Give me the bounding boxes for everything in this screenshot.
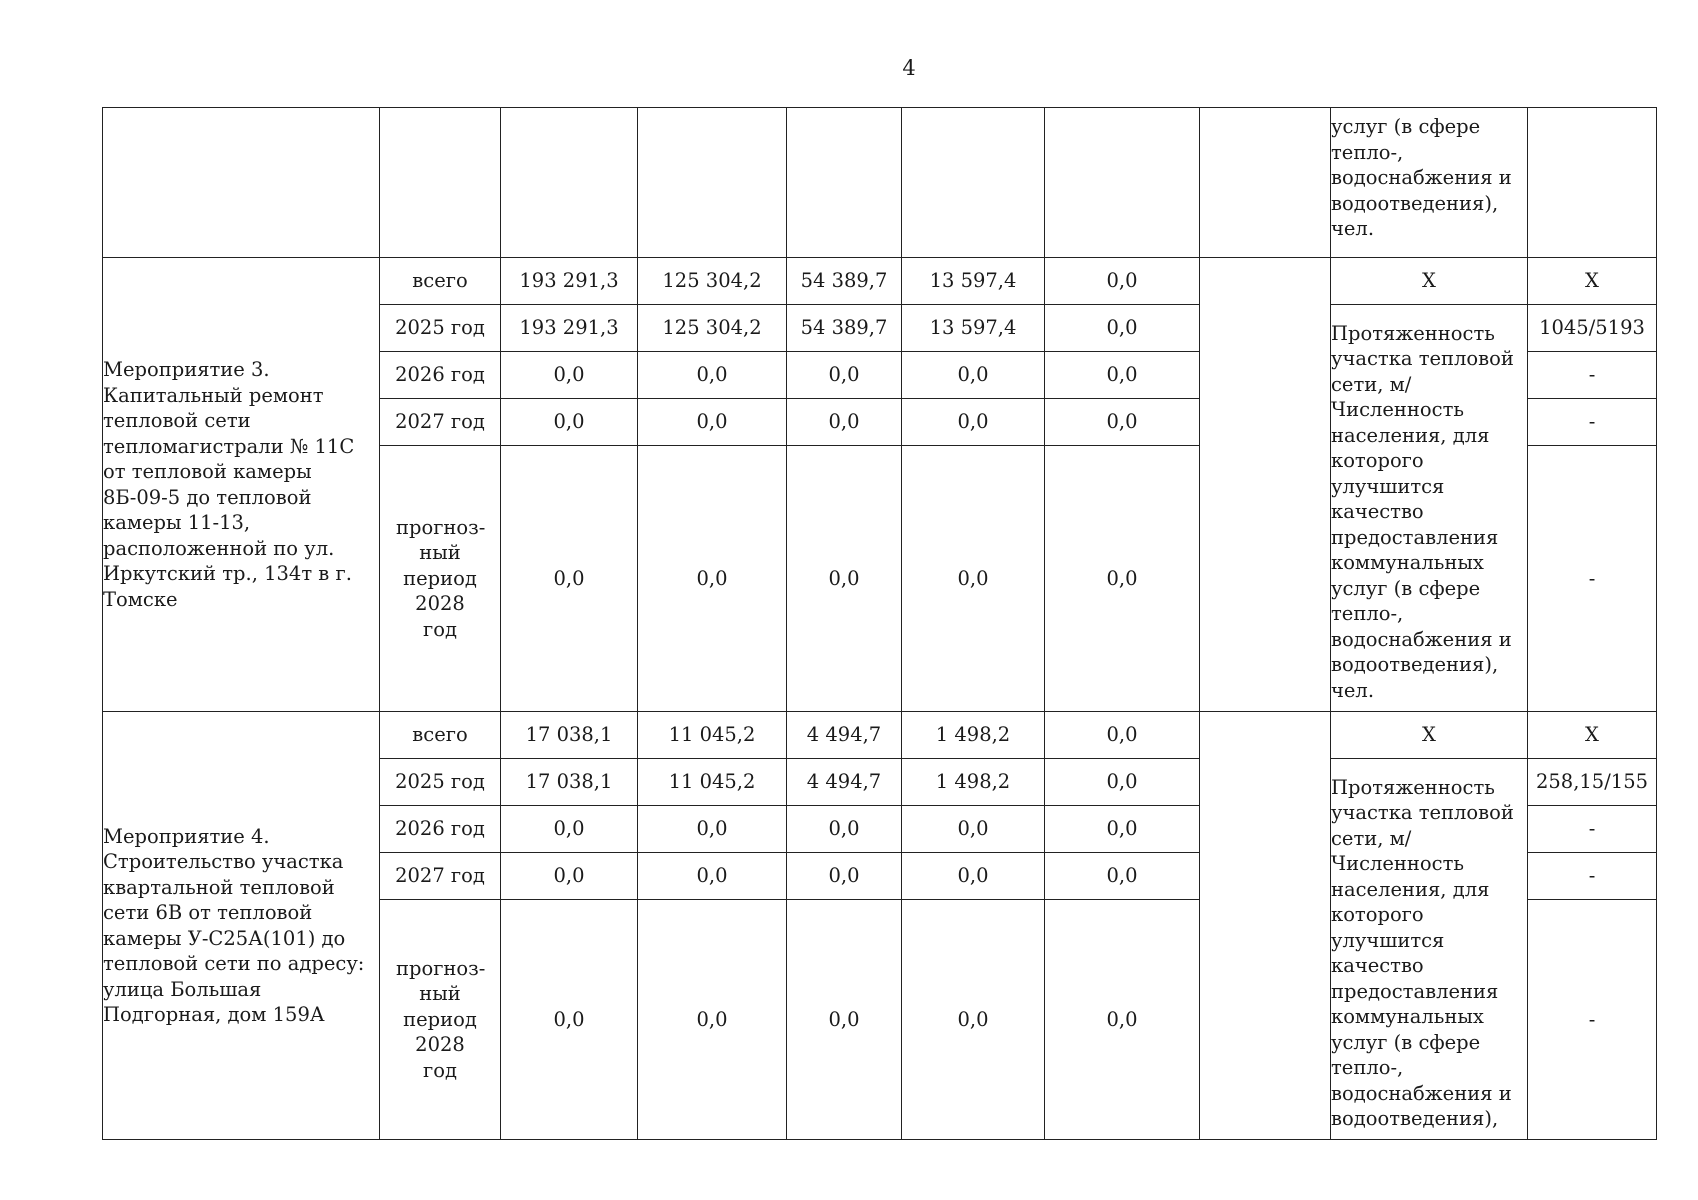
period-cell: всего	[380, 258, 501, 305]
indicator-value-cell: -	[1528, 399, 1657, 446]
indicator-header-cell: Х	[1331, 712, 1528, 759]
indicator-value-cell: Х	[1528, 258, 1657, 305]
total-cell: 0,0	[501, 352, 638, 399]
total-cell: 193 291,3	[501, 305, 638, 352]
indicator-value-cell: 1045/5193	[1528, 305, 1657, 352]
other-sources-cell: 0,0	[1045, 712, 1200, 759]
measure-title: Мероприятие 3. Капитальный ремонт тепловой сети тепломагистрали № 11С от тепловой камеры 8Б-09-5 до тепловой камеры 11-13, расположенной по ул. Иркутский тр., 134т в г. Томске	[103, 258, 380, 712]
indicator-value-cell: -	[1528, 853, 1657, 900]
regional-budget-cell: 0,0	[787, 806, 902, 853]
other-sources-cell: 0,0	[1045, 759, 1200, 806]
indicator-name: Протяженность участка тепловой сети, м/ Численность населения, для которого улучшится качество предоставления коммунальных услуг (в сфере тепло-, водоснабжения и водоотведения),	[1331, 759, 1528, 1140]
period-cell: прогноз-ный период 2028 год	[380, 446, 501, 712]
program-measures-table	[102, 107, 1657, 1140]
total-cell: 193 291,3	[501, 258, 638, 305]
total-cell: 17 038,1	[501, 759, 638, 806]
period-cell: всего	[380, 712, 501, 759]
local-budget-cell: 0,0	[902, 853, 1045, 900]
page-number: 4	[902, 56, 916, 80]
other-sources-cell: 0,0	[1045, 258, 1200, 305]
total-cell: 0,0	[501, 853, 638, 900]
table-row	[103, 712, 1657, 759]
local-budget-cell: 13 597,4	[902, 258, 1045, 305]
federal-budget-cell: 125 304,2	[638, 258, 787, 305]
period-cell: прогноз-ный период 2028 год	[380, 900, 501, 1140]
period-cell: 2025 год	[380, 759, 501, 806]
local-budget-cell: 0,0	[902, 446, 1045, 712]
total-cell: 17 038,1	[501, 712, 638, 759]
local-budget-cell: 0,0	[902, 399, 1045, 446]
regional-budget-cell: 4 494,7	[787, 712, 902, 759]
indicator-name: Протяженность участка тепловой сети, м/ Численность населения, для которого улучшится качество предоставления коммунальных услуг (в сфере тепло-, водоснабжения и водоотведения), чел.	[1331, 305, 1528, 712]
local-budget-cell: 13 597,4	[902, 305, 1045, 352]
other-sources-cell: 0,0	[1045, 806, 1200, 853]
period-cell: 2027 год	[380, 399, 501, 446]
other-sources-cell: 0,0	[1045, 352, 1200, 399]
indicator-value-cell: -	[1528, 806, 1657, 853]
other-sources-cell: 0,0	[1045, 853, 1200, 900]
period-cell: 2026 год	[380, 806, 501, 853]
federal-budget-cell: 0,0	[638, 806, 787, 853]
federal-budget-cell: 0,0	[638, 352, 787, 399]
regional-budget-cell: 0,0	[787, 352, 902, 399]
indicator-value-cell: -	[1528, 352, 1657, 399]
other-sources-cell: 0,0	[1045, 900, 1200, 1140]
indicator-value-cell: 258,15/155	[1528, 759, 1657, 806]
indicator-value-cell: -	[1528, 900, 1657, 1140]
other-sources-cell: 0,0	[1045, 399, 1200, 446]
total-cell: 0,0	[501, 446, 638, 712]
federal-budget-cell: 0,0	[638, 399, 787, 446]
local-budget-cell: 0,0	[902, 900, 1045, 1140]
federal-budget-cell: 0,0	[638, 853, 787, 900]
local-budget-cell: 1 498,2	[902, 712, 1045, 759]
period-cell: 2027 год	[380, 853, 501, 900]
federal-budget-cell: 0,0	[638, 900, 787, 1140]
executor-cell	[1200, 712, 1331, 1140]
period-cell: 2025 год	[380, 305, 501, 352]
federal-budget-cell: 11 045,2	[638, 712, 787, 759]
federal-budget-cell: 11 045,2	[638, 759, 787, 806]
continuation-row	[103, 108, 1657, 258]
executor-cell	[1200, 258, 1331, 712]
total-cell: 0,0	[501, 399, 638, 446]
indicator-value-cell: -	[1528, 446, 1657, 712]
local-budget-cell: 0,0	[902, 352, 1045, 399]
regional-budget-cell: 54 389,7	[787, 258, 902, 305]
regional-budget-cell: 0,0	[787, 853, 902, 900]
indicator-value-cell: Х	[1528, 712, 1657, 759]
other-sources-cell: 0,0	[1045, 446, 1200, 712]
total-cell: 0,0	[501, 806, 638, 853]
table-row	[103, 258, 1657, 305]
regional-budget-cell: 0,0	[787, 446, 902, 712]
indicator-header-cell: Х	[1331, 258, 1528, 305]
federal-budget-cell: 0,0	[638, 446, 787, 712]
federal-budget-cell: 125 304,2	[638, 305, 787, 352]
regional-budget-cell: 4 494,7	[787, 759, 902, 806]
local-budget-cell: 0,0	[902, 806, 1045, 853]
regional-budget-cell: 0,0	[787, 399, 902, 446]
local-budget-cell: 1 498,2	[902, 759, 1045, 806]
total-cell: 0,0	[501, 900, 638, 1140]
indicator-name-continuation: услуг (в сфере тепло-, водоснабжения и водоотведения), чел.	[1331, 108, 1528, 258]
measure-title: Мероприятие 4. Строительство участка квартальной тепловой сети 6В от тепловой камеры У-С25А(101) до тепловой сети по адресу: улица Большая Подгорная, дом 159А	[103, 712, 380, 1140]
other-sources-cell: 0,0	[1045, 305, 1200, 352]
regional-budget-cell: 0,0	[787, 900, 902, 1140]
period-cell: 2026 год	[380, 352, 501, 399]
regional-budget-cell: 54 389,7	[787, 305, 902, 352]
